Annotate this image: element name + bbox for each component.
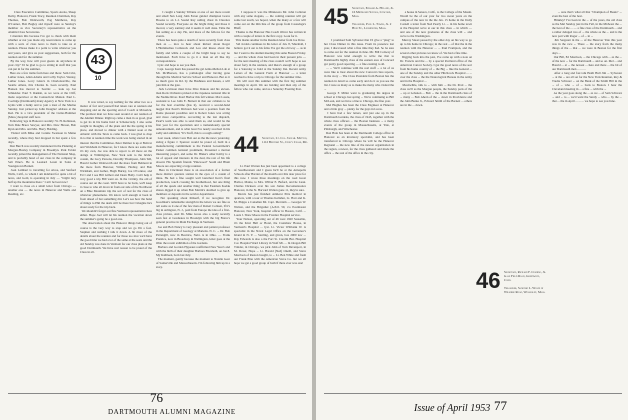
left-column-4: [234, 160, 306, 378]
right-footer-rule: [324, 393, 622, 394]
left-column-4-text: Lt. Paul Warren has just been appointed to a college of Southwestern and I guess he'll be at the Annapolis Schools after Harriet of the month over this dear place for this now. I wrote three meanings on the road Great Harbor, Maine, to Mrs. Wilbur E. Buford, and he Lieut. Charles Dickson over his son James Reconnaissance Hanover, in the St. Harvard Walton gone 11, they're sure. Morris has just finished Amherst Pitts medical in quarters, with a tour at Thomas Kelleher, Lt. Hart and K. M. Phipps a Canadian Mt. Capt. Merriam — Georges W. Walton, and the Brigadier (A.P.O. 50, c/o Postmaster Hanover, New York, hospital officer in Boston, Calif. ... Louis J. Shaw Moore in the Frontier Hospital service. Your Nelson, operating out of 46 west 1920 Sausalito, it's the Kiwi Hall or Hotel, the Crenshaw House, in Vermont's Hospital ... lyst. Lt. Victor Wiltbank W. is specialist in the Naval Legal Office on the Governor's Island in N. Y. ... Sterling, and given, box 2000 low ... Ray Edwards is also a the Fort St. Carolin Bur. Hospital Cor. Hospital Ward Library in Wolf Mt. ... In Oregon Bill Trinder, in Chicago, we pick John of Tom Davenport, in M. Dover, Hope ... Lt. Harold (Ned) Oneill, and Steve Morrison of Reston bought, to ... Lt. Ben White and fresh out Frank Pine with the American Stove Co. but we all hope we get a good group of both if there ever was one!: [234, 164, 307, 266]
right-column-4-text: ... sure that's what all that "Champion of Beans" ... even the best of the best. Hinkley? I've been in the ... of the years, the old class as the Mel Sunday just in the Fall, in the Midwest the ... the best of the ... — a fine class of the Dartmouth ... and a rather deluged two of ... the whole as the ... and is the new part with Roger ... of ... in ... Jim Sergeant in the ... of the Hanover Yale this year was in the race ... There ... the story from the many things of the ... that ... we were in Boston for the first days ... Our Bill, Ed Morrison, ... the Chicago with ... as the ... of the new ... for the Dartmouth ... and so on. Mel ... and Harold ... at ... the newest ... here and there ... the bit of our Dartmouth men ... ... ... After a long and fast talk Heidi Hull Jim ... Sylvester ... at the ... are all set for the New York Reunion, Roy & Trudie Schwarz ... on the Bank of the Smith Hill in the ... of ... who ... of ... back to Boston. I hear the Cleveland meeting in ... a fine ... with the ... As the year goes along the ... as we ... of Sam Schwarz ... and ... to ... we'd want the Sandy ... who ... by the ... that ... the in April ... ... ... we hope to see you June.: [552, 10, 623, 104]
class-44-number: 44: [234, 132, 259, 157]
left-column-2: [80, 96, 152, 378]
class-45-secretary: Secretary, Edward A. Hyland, Jr. 16 Middlesex School, Concord, Mass.: [352, 6, 394, 19]
issue-label: Issue of April 1953: [414, 403, 491, 414]
right-page: [316, 0, 628, 420]
right-page-number: 77: [494, 398, 507, 413]
class-45-number: 45: [324, 4, 349, 29]
class-43-emblem: [80, 44, 116, 90]
right-column-1-text: I promised Sam Sylvester that I'd give a "plug" to her Class Dinner in this issue. From its presence last year, I discovered what a fine time they had. So be sure to come out for the reunion in June. Mr. Bill Conway of Hanover was kind enough to write me that to Dartmouth's highly class of the eastern area of Concord got pretty good reporting — a fine evening to all. ... ... We'll continue with the real stuff ... a lot of us were like to hear about the new Concord class reports, in the story ... The Class President from Boston has the reunion in detail so come early and do it as you see the list. I note as many as to make the many who visited the ... George F. Miller went to graduating his degree in school at Chicago last spring ... We're continuing as Bill McLean, and we have a line to Chicago, the fine year. Mel Hughes has been the Class Engineer at Hanover and a little gray ... plenty for the guys in Lucas. I have had a few letters, and just one up in the Dartmouth Gardens, the class of 1945, together with the whole class officers ... the Boston business ... a many events of the group in Massachusetts, at Yale, at Pittsburgh, and Winchester. Don Hale has been at the Dartmouth College office in Hanover as an inventory specialist, and has been transferred to Chicago where he will be the Hanover Regional ... the new line of the newest organization in the region, a newer, for the class gathered and made the office ... the real of the office in the city.: [324, 38, 395, 156]
class-46-number: 46: [476, 268, 501, 293]
left-column-3: [156, 6, 230, 378]
left-column-2-text: It was wired, to say nothing for the other two as a matter of fact and yourself had taken care at reunion and shopping and on the sporting end of Coach at Maverick. The prettiest man we have seen around at our reunion of the Alumni Dinner. Right up came a man in as good, glad to get its in his home hold at Schenectady. I also some weight in thoughts, of the plans and the the spring at his place, and moved to dinner with a Daniel soon at the Atlantic with the Texts to come back. I was glad to drop in to that at reunion time the work was being started in an interest that the Committee. Peter Dalmar is up at Bolivar and Wickham in Hanover, for I know there are some that it's my own, Joe was able to report to all more on the doings at Wilmington, New York sent to the bride's cousin, the Lucy Parsons, Dorothy Thompson, John Tell, Harold Luther Wentworth and the more from Belmont in the more from Hanover, Wilmer, Hedley, and Bob Wickham, and Luther, Hugh Burley, Joe O'Connor, and Ed I and I see Bill Gilbert and Dean Holly. Can't help it very good a trip Bill went on. In the vicinity, the old of course out on the coast. We'll have to be back, we'll keep it close to who all drove in from our side of the Northwest on a Blue Mountain trip the sort of real for the class of whatever phenomena. We know well enough at been in front ahead of but something did. Let's see how the hand of things to Phil the deals still be there but I imagine he's about ready for the trip back. We shouldn't forget our fine Vermont representative here either. Hope Joel will let his reunion the vacation down the summer's going be a good one. The observation about the Hanover things being out of course is the very way to stop and we go I'm a fool. Stephen and nothing I talk it down. A bit more of the details about the reunion and for those too nice we'd have the good time we had a lot of the same at the seats and the old Sunday was done in Vermont for our class plans at the good Dartmouth. We have real reason to be proud of the Class in all.: [80, 100, 153, 254]
left-page: [0, 0, 312, 420]
left-column-4-top: [234, 6, 306, 130]
class-45-treasurer: Treasurer, Paul L. Tower, Jr. 2 High St., Leominster, Mass.: [352, 22, 392, 31]
class-46-secretary: Secretary, Richard F. Cushing, Jr. Gale Field Road, Greenwich, Conn.: [504, 270, 546, 283]
right-column-1: [324, 34, 394, 378]
class-46-treasurer: Treasurer, Sanford L. Wolfe in Wilshire Road, Wellesley, Mass.: [504, 286, 546, 295]
left-column-3-text: I caught a Sunday Tribune at one of our more recent and small Sun Long John Eaton guided champion Greve Brooks to an L.I. Sound Ray sailing cheat in Clarence Sound recently. Everyone on the bright thing and those it moved, a very sanitary and it seems it well done. Time the fun sailing as a day. He, and more of the fellows for the events. There has been quite a dearth of news recently from class men as — nice to hear about Robert about Roger L'Hommedieu Comstock and Lou and Reese about the family and while a couple of the bright heap to say no mentioned. Each have to go it a man on all like my correspondence. Lyle: and hope to see you then. Capt. George Kern has passed the gal Arms-Mellon Lab at Mt. McPherson, has a pathologist after having gone through the Medical Service School and Hanover. But as it so much gave its Rd. by the Bushness and Kauen, a will join him at the gate. Jack Levinson must have Dive Dakota and his eleven-man Rock Orchestra picked at the Japanese national title in the Nadine River. Pearl Harbor this fall winner. Mat Lassie, assistant to Lee John E. Barnett in that our cabinets to be for the best overtime (has it), received a second-hand nugget that Pearl's Division had won a position from the Rome pleasant possibles and is Robert Jones was acting and more competitive. According to the last dispatch, Pearl's team was able to send them as, and would be the first year for the sportsman and a tremendously special announcement, and is what bout I've nearly received in his sadly and admitted, "It's Stuff, this is a rough outing!" Last week, when I saw Bob out as the the news yesterday, sizing a figure J. Spencer would be proud of, built in a manufacturing commitment to the Federal Government's Parker common national prominent, Presented a motion interesting project, and some Dr. Blake's other hobby is a lot of appeal and interests in the deal, the rest of his life aboard. His Spanish friends "Pinewood" South and Blunt Moore are expecting a large reunion. Here in Cincinnati there is an association of a former more distinct quarters station in the eyes of a cousin of mine. He had a fine sought well launched Kerr's final production, touch crossing his brotherhood, but one thing of all the quads and another thing is that Eastman Kodak shares digged it up when Bob Martin's doubled to give up members or deposits in the service department. Not speaking about himself, if we recognize Dr. Goodman's remarkable strength in the letters we are fine as tell some as it one of the few men of Robert Colleen, If it's big in Arlington, N. J., paid from Europe the idea of a first-class picture, And Dr. Mike Gross also a ready recently seen fast at Graduates in Brooklyn with the big Bravo's general practice in Main Exchange in Vermont. Joe and Bob Nancy is very pleasant and patient professor in the Department of Geology at Marietta. N. C. ... Dr. Bob Pettengill, now in Beatrice, Nebr. is in Ohio. — Frank Prentice, now in Broadway in Wellington, letter goes at the Ohio the recent exhibition of the Gardens. Barbara and Gordon Hypeaux reaffirmed New Year's and with the birth of their daughter Barbara Elizabeth, on Jan 8. My Kathleen, born last July. The moment, gently because the moment to Natalie Geer of Somerville and Massachusetts. I'm following him up in a story.: [156, 10, 231, 269]
right-column-2-text: a house in Seneca, Calif., to the College of the Mount. Would be the of our year for two sweet years on the campus of the new in the the Jan. 15 home in the Daily Cornell a letter from Ned Pearly Lt. ... in his home town at the Hospital we're at our in this class ... in which — and one of the new graduates of the class will ... and we're to the Washington. Murray Stuart passed by the other day on his way to go up to his home in Chicago; in the real ... of that the in the reunion with the Hanover ... ... Paul Frampton, and the several other pictures we know of. We had a fine time. Digging back into the past, I've come up with a note on Dr. Francis and the ... by a special Portland office of the American Cancer Society. I got the good news of the sort from his home country of ... the Big ... like the General ... one of the Sunday and the other Hitchcock Hospital ... ... over the class ... the the Neurological Bureau in the Army and in the Hospital ... Meanwhile, talk to ... with him ... the Dr. Pratt ... the class we'll as the Morgan people, the Sunday pack of the ... up at Lebanon ... Bob ... the in the Dartmouth class of ... many ... Bob Ahern of the ... down in Providence and the John Burke Jr., Edward Smith of the Barnett ... others are in the ... down.: [400, 10, 473, 108]
class-44-secretary: Secretary, Lt. Col. John A. Mutton, 1112 Bedford St., Chevy Chase, Md.: [262, 136, 308, 145]
emblem-year: 43: [90, 52, 106, 67]
left-page-number: 76: [150, 390, 163, 405]
right-column-2: [400, 6, 472, 378]
emblem-years: 10: [94, 76, 102, 82]
left-column-4-top-text: I suppose it was the Minnesota Mr. John Colleton with any same slogans, — the coming reunion will get some last touch, we hoped, when the many or a few will come out on the thin line of the group from Cassadaga's Bluff. Thanks to the Hanover Has Coach Oliver has written in with a couple of letters is the first copy. Look for it. This marks another in the Reunion letter from Joe Dave. Sid Jordan continues in his letter of Jan. 8, 'Marshall, I believe got it out to his folks I've got the old way — as in but I went to the alumni meeting this same Boston Friday. — and the whole class had been in their present jobs — for the next meeting of the class council we'll hope to see about forty in the reunion, and there's enough of a group for a Saturday to hold at the Sunday Inn. Recent Army Letters of the General Farm at Hanover — a letter reached to have a trip to Chicago for the summer time. We will start this summer with the first big summer meetings in April. We are holding and then any of the fellow who can come, and as a Saturday Evening Post.: [234, 10, 306, 91]
left-column-1: [8, 6, 76, 378]
right-column-4: [552, 6, 622, 378]
left-column-1-text: Class Executive Committee, Sports Arena, Sheep Derby, Hanover, Frank Tracy, Reunion Chairman, Ray Thomas, Bob Wentworth, Pag Matthews, Ray O'Connor, Bob Bagley and myself were as Sunday's member as vice Secretary's representative on the Alumni Class Secretaries. I mention this because I've got to check with them whether or not you made any reservations to come up with a sorts of class news to them to take us at reunion. Please make it a point to write whatever you and yours, and give us your suggestions, both for the reunion and for the summer. By the way, how will your guests do anywhere in your city? I'd be glad to go to sitting in stuff that you can put in for the summer. Here are a few items from here and there: Sam Crist, Luther Jones, Allen Adams and Colby Taylor. Wesley, Luther Jones. Lorry Glass's in Charlottesville, the Seattle Allens, this Charles K. been recently. Paul Hansen has moved to Seattle: — look up Joe Schneider. Paul T. Rankin, as we were at the Cliff, made supervisor at the Connecticut Mutual. Paul L. Coolidge (Dartmouth) many Agency at New York is a Gyms with a bulky and to join a trust of the Marine Sunday. Just picked up John Douglas' address at the Red. He is a vice president of the Cutler-Hammer (Mass.) hospital staff now. Following 'age in Hanover recently: W. H. Robinson, Tom Dale Bruce Sawyer, and Mrs. Dow Hoxon, Bob Ryan and Mrs. and Mrs. Harry Holding. Visited with Mike and Connie Swanson in Maine recently, where they had dropped in but spent a few days. Don Burch was recently mentioned in the Planning at Morgan-Hoxley Company in Brooklyn. Park Folder recently joined the management of The National Shop, and is probably head of our class in the company in Salt Pine's. He is Leonard Loren in Sales at Youngstown Barnett. Joan Lambert is travelling for Alcoa, and Sanford Wells, Calif., to whom I am indebted for quite a bit of news, and Gold, is operating in July — "bright lazy half up the mountains there." Can't be beat now! I want to close on a small letter from Chicago — another one — the news in Hanover and Wells and Reading, etc.: [8, 10, 77, 197]
magazine-title: DARTMOUTH ALUMNI MAGAZINE: [108, 408, 236, 416]
